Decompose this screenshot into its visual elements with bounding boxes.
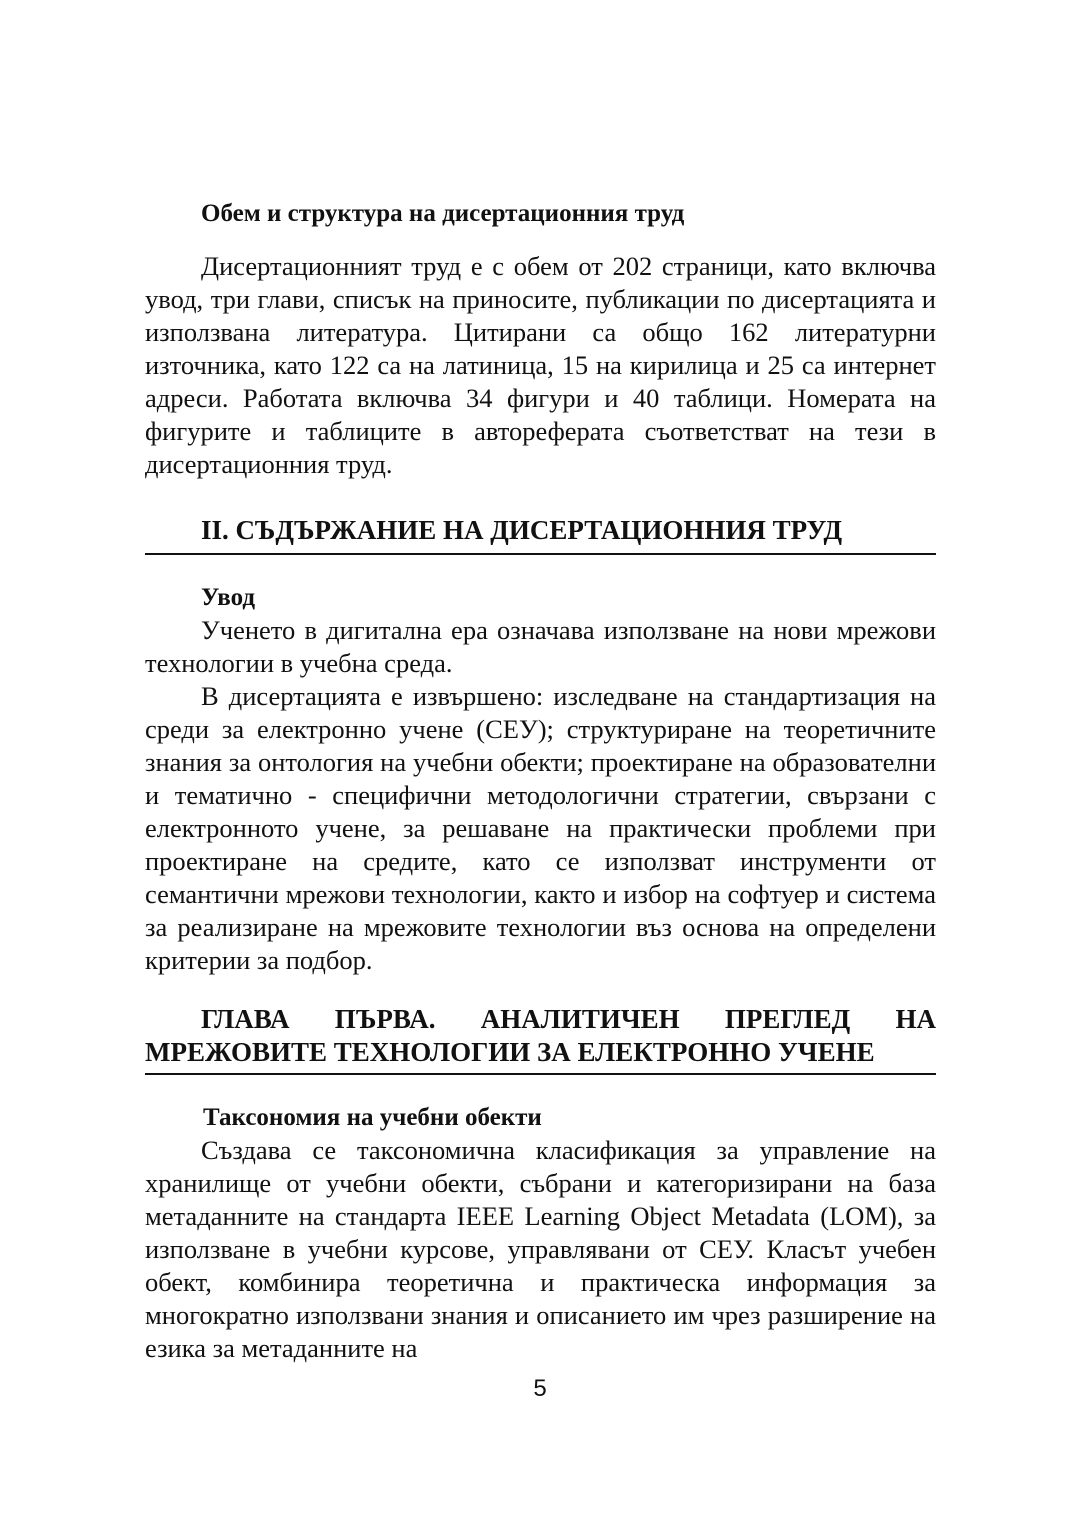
content-section-title: II. СЪДЪРЖАНИЕ НА ДИСЕРТАЦИОННИЯ ТРУД [145, 514, 936, 555]
document-page [145, 0, 936, 1365]
volume-structure-paragraph: Дисертационният труд е с обем от 202 страници, като включва увод, три глави, списък на приносите, публикации по дисертацията и използвана литература. Цитирани са общо 162 литературни източника, като 122 са на латиница, 15 на кирилица и 25 са интернет адреси. Работата включва 34 фигури и 40 таблици. Номерата на фигурите и таблиците в автореферата съответстват на тези в дисертационния труд. [145, 251, 936, 479]
intro-paragraph-1: Ученето в дигитална ера означава използване на нови мрежови технологии в учебна среда. [145, 615, 936, 678]
page-number: 5 [533, 1375, 547, 1402]
intro-heading: Увод [201, 584, 256, 611]
taxonomy-paragraph: Създава се таксономична класификация за управление на хранилище от учебни обекти, събрани и категоризирани на база метаданните на стандарта IEEE Learning Object Metadata (LOM), за използване в учебни курсове, управлявани от СЕУ. Класът учебен обект, комбинира теоретична и практическа информация за многократно използвани знания и описанието им чрез разширение на езика за метаданните на [145, 1135, 936, 1363]
taxonomy-heading: Таксономия на учебни обекти [203, 1104, 542, 1131]
intro-paragraph-2: В дисертацията е извършено: изследване на стандартизация на среди за електронно учене (СЕУ); структуриране на теоретичните знания за онтология на учебни обекти; проектиране на образователни и тематично - специфични методологични стратегии, свързани с електронното учене, за решаване на практически проблеми при проектиране на средите, като се използват инструменти от семантични мрежови технологии, както и избор на софтуер и система за реализиране на мрежовите технологии въз основа на определени критерии за подбор. [145, 681, 936, 975]
volume-structure-heading: Обем и структура на дисертационния труд [201, 200, 685, 227]
chapter-one-title: ГЛАВА ПЪРВА. АНАЛИТИЧЕН ПРЕГЛЕД НА МРЕЖОВИТЕ ТЕХНОЛОГИИ ЗА ЕЛЕКТРОННО УЧЕНЕ [145, 1003, 936, 1075]
